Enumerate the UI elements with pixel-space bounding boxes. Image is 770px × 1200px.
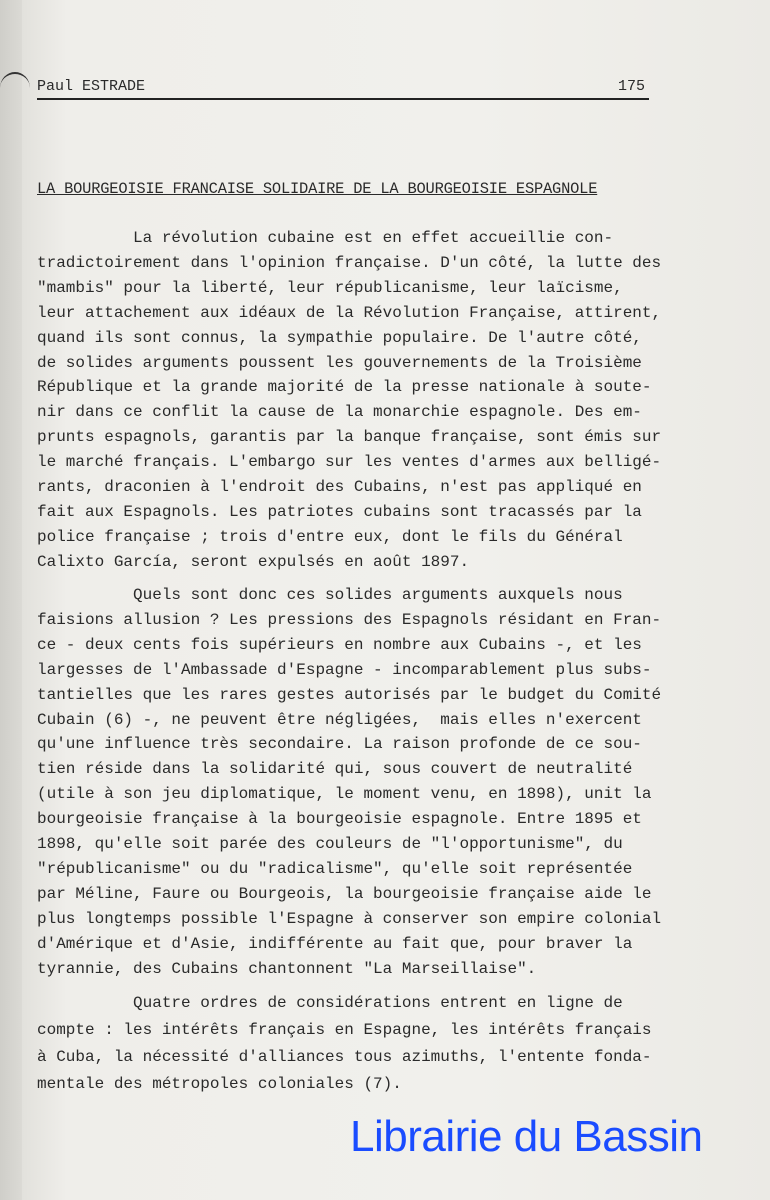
text-line: de solides arguments poussent les gouvernements de la Troisième (37, 353, 642, 372)
text-line: La révolution cubaine est en effet accueillie con- (37, 229, 614, 247)
text-line: 1898, qu'elle soit parée des couleurs de "l'opportunisme", du (37, 835, 623, 854)
text-line: par Méline, Faure ou Bourgeois, la bourgeoisie française aide le (37, 884, 652, 903)
text-line: quand ils sont connus, la sympathie populaire. De l'autre côté, (37, 328, 642, 347)
text-line: leur attachement aux idéaux de la Révolution Française, attirent, (37, 303, 662, 322)
text-line: prunts espagnols, garantis par la banque française, sont émis sur (37, 428, 662, 447)
watermark: Librairie du Bassin (350, 1112, 703, 1161)
text-line: Calixto García, seront expulsés en août 1897. (37, 552, 470, 571)
header-author: Paul ESTRADE (37, 78, 146, 95)
text-line: faisions allusion ? Les pressions des Espagnols résidant en Fran- (37, 610, 662, 629)
text-line: "républicanisme" ou du "radicalisme", qu'elle soit représentée (37, 859, 633, 878)
paragraph-1 (37, 226, 661, 575)
text-line: bourgeoisie française à la bourgeoisie espagnole. Entre 1895 et (37, 810, 642, 829)
text-line: tradictoirement dans l'opinion française. D'un côté, la lutte des (37, 253, 662, 272)
text-line: fait aux Espagnols. Les patriotes cubains sont tracassés par la (37, 502, 642, 521)
text-line: mentale des métropoles coloniales (7). (37, 1075, 402, 1093)
text-line: d'Amérique et d'Asie, indifférente au fait que, pour braver la (37, 934, 633, 953)
text-line: République et la grande majorité de la presse nationale à soute- (37, 378, 652, 397)
text-line: tyrannie, des Cubains chantonnent "La Marseillaise". (37, 959, 537, 978)
text-line: le marché français. L'embargo sur les ventes d'armes aux belligé- (37, 453, 662, 472)
text-line: police française ; trois d'entre eux, dont le fils du Général (37, 527, 623, 546)
text-line: (utile à son jeu diplomatique, le moment venu, en 1898), unit la (37, 785, 652, 804)
text-line: plus longtemps possible l'Espagne à conserver son empire colonial (37, 909, 662, 928)
text-line: à Cuba, la nécessité d'alliances tous azimuths, l'entente fonda- (37, 1048, 652, 1066)
text-line: compte : les intérêts français en Espagne, les intérêts français (37, 1021, 652, 1039)
text-line: tantielles que les rares gestes autorisés par le budget du Comité (37, 685, 662, 704)
text-line: Quels sont donc ces solides arguments auxquels nous (37, 586, 623, 604)
paragraph-2 (37, 583, 661, 982)
running-header (37, 78, 649, 100)
text-line: nir dans ce conflit la cause de la monarchie espagnole. Des em- (37, 403, 642, 422)
text-line: qu'une influence très secondaire. La raison profonde de ce sou- (37, 735, 642, 754)
text-line: tien réside dans la solidarité qui, sous couvert de neutralité (37, 760, 633, 779)
text-line: "mambis" pour la liberté, leur républicanisme, leur laïcisme, (37, 278, 623, 297)
text-line: Quatre ordres de considérations entrent en ligne de (37, 994, 623, 1012)
page-number: 175 (617, 78, 645, 95)
text-line: rants, draconien à l'endroit des Cubains, n'est pas appliqué en (37, 478, 642, 497)
text-line: ce - deux cents fois supérieurs en nombre aux Cubains -, et les (37, 635, 642, 654)
text-line: Cubain (6) -, ne peuvent être négligées, mais elles n'exercent (37, 710, 642, 729)
paragraph-3 (37, 990, 652, 1098)
section-title: LA BOURGEOISIE FRANCAISE SOLIDAIRE DE LA BOURGEOISIE ESPAGNOLE (37, 180, 598, 198)
page-curl (0, 72, 30, 104)
text-line: largesses de l'Ambassade d'Espagne - incomparablement plus subs- (37, 660, 652, 679)
